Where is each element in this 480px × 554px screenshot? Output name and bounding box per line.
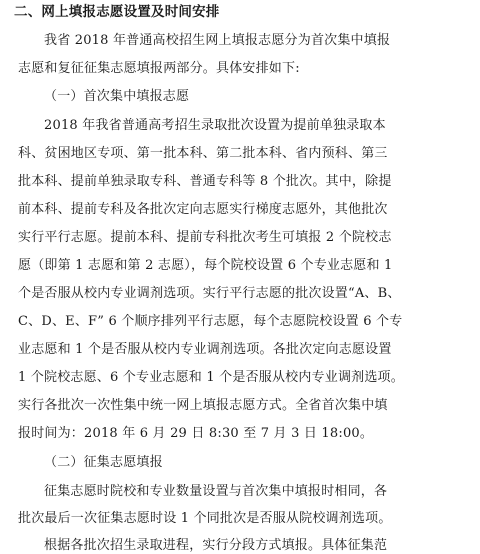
paragraph-line: 2018 年我省普通高考招生录取批次设置为提前单独录取本 bbox=[44, 118, 386, 133]
subsection-title: （一）首次集中填报志愿 bbox=[44, 89, 190, 104]
subsection-title: （二）征集志愿填报 bbox=[44, 455, 163, 470]
section-title: 二、网上填报志愿设置及时间安排 bbox=[14, 4, 220, 20]
paragraph-line: 志愿和复征征集志愿填报两部分。具体安排如下: bbox=[18, 61, 300, 76]
paragraph-line: 批本科、提前单独录取专科、普通专科等 8 个批次。其中，除提 bbox=[18, 174, 392, 189]
paragraph-line: 前本科、提前专科及各批次定向志愿实行梯度志愿外，其他批次 bbox=[18, 202, 388, 217]
paragraph-line: 报时间为：2018 年 6 月 29 日 8:30 至 7 月 3 日 18:00。 bbox=[18, 426, 374, 441]
paragraph-line: 实行各批次一次性集中统一网上填报志愿方式。全省首次集中填 bbox=[18, 398, 388, 413]
paragraph-line: 1 个院校志愿、6 个专业志愿和 1 个是否服从校内专业调剂选项。 bbox=[18, 370, 404, 385]
paragraph-line: 业志愿和 1 个是否服从校内专业调剂选项。各批次定向志愿设置 bbox=[18, 342, 392, 357]
paragraph-line: 个是否服从校内专业调剂选项。实行平行志愿的批次设置“A、B、 bbox=[18, 286, 401, 301]
paragraph-line: 批次最后一次征集志愿时设 1 个同批次是否服从院校调剂选项。 bbox=[18, 511, 392, 526]
paragraph-line: 实行平行志愿。提前本科、提前专科批次考生可填报 2 个院校志 bbox=[18, 230, 392, 245]
paragraph-line: 愿（即第 1 志愿和第 2 志愿），每个院校设置 6 个专业志愿和 1 bbox=[18, 258, 393, 273]
paragraph-line: C、D、E、F” 6 个顺序排列平行志愿，每个志愿院校设置 6 个专 bbox=[18, 314, 403, 329]
paragraph-line: 科、贫困地区专项、第一批本科、第二批本科、省内预科、第三 bbox=[18, 146, 388, 161]
paragraph-line: 征集志愿时院校和专业数量设置与首次集中填报时相同，各 bbox=[44, 484, 388, 499]
paragraph-line: 我省 2018 年普通高校招生网上填报志愿分为首次集中填报 bbox=[44, 33, 391, 48]
paragraph-line: 根据各批次招生录取进程，实行分段方式填报。具体征集范 bbox=[44, 538, 388, 553]
